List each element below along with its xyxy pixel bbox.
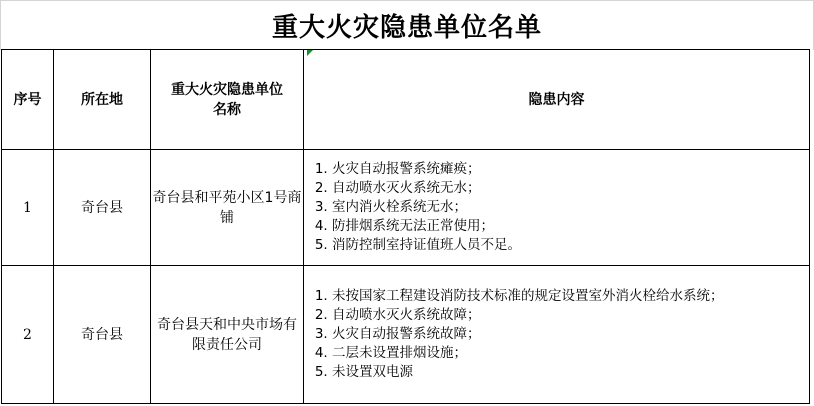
page-title: 重大火灾隐患单位名单	[271, 12, 542, 43]
list-item: 3. 室内消火栓系统无水；	[332, 198, 809, 217]
list-item: 5. 未设置双电源	[332, 363, 809, 382]
list-item: 4. 二层未设置排烟设施；	[332, 344, 809, 363]
list-item: 1. 未按国家工程建设消防技术标准的规定设置室外消火栓给水系统；	[332, 287, 809, 306]
list-item: 2. 自动喷水灭火系统无水；	[332, 179, 809, 198]
table-row	[2, 266, 810, 404]
list-item: 2. 自动喷水灭火系统故障；	[332, 306, 809, 325]
hazard-table	[1, 49, 810, 404]
cell-location[interactable]: 奇台县	[54, 150, 151, 266]
list-item: 5. 消防控制室持证值班人员不足。	[332, 236, 809, 255]
list-item: 1. 火灾自动报警系统瘫痪；	[332, 160, 809, 179]
cell-index[interactable]: 2	[2, 266, 54, 404]
cell-unit[interactable]: 奇台县天和中央市场有限责任公司	[151, 266, 304, 404]
list-item: 3. 火灾自动报警系统故障；	[332, 325, 809, 344]
title-cell[interactable]	[0, 1, 814, 49]
hazard-list	[304, 287, 809, 382]
cell-index[interactable]: 1	[2, 150, 54, 266]
cell-detail[interactable]	[304, 266, 810, 404]
header-unit[interactable]: 重大火灾隐患单位名称	[151, 50, 304, 150]
cell-unit[interactable]: 奇台县和平苑小区1号商铺	[151, 150, 304, 266]
cell-location[interactable]: 奇台县	[54, 266, 151, 404]
cell-detail[interactable]	[304, 150, 810, 266]
header-row	[2, 50, 810, 150]
table-row	[2, 150, 810, 266]
header-location[interactable]: 所在地	[54, 50, 151, 150]
header-detail[interactable]: 隐患内容	[304, 50, 810, 150]
list-item: 4. 防排烟系统无法正常使用；	[332, 217, 809, 236]
header-index[interactable]: 序号	[2, 50, 54, 150]
hazard-list	[304, 160, 809, 255]
